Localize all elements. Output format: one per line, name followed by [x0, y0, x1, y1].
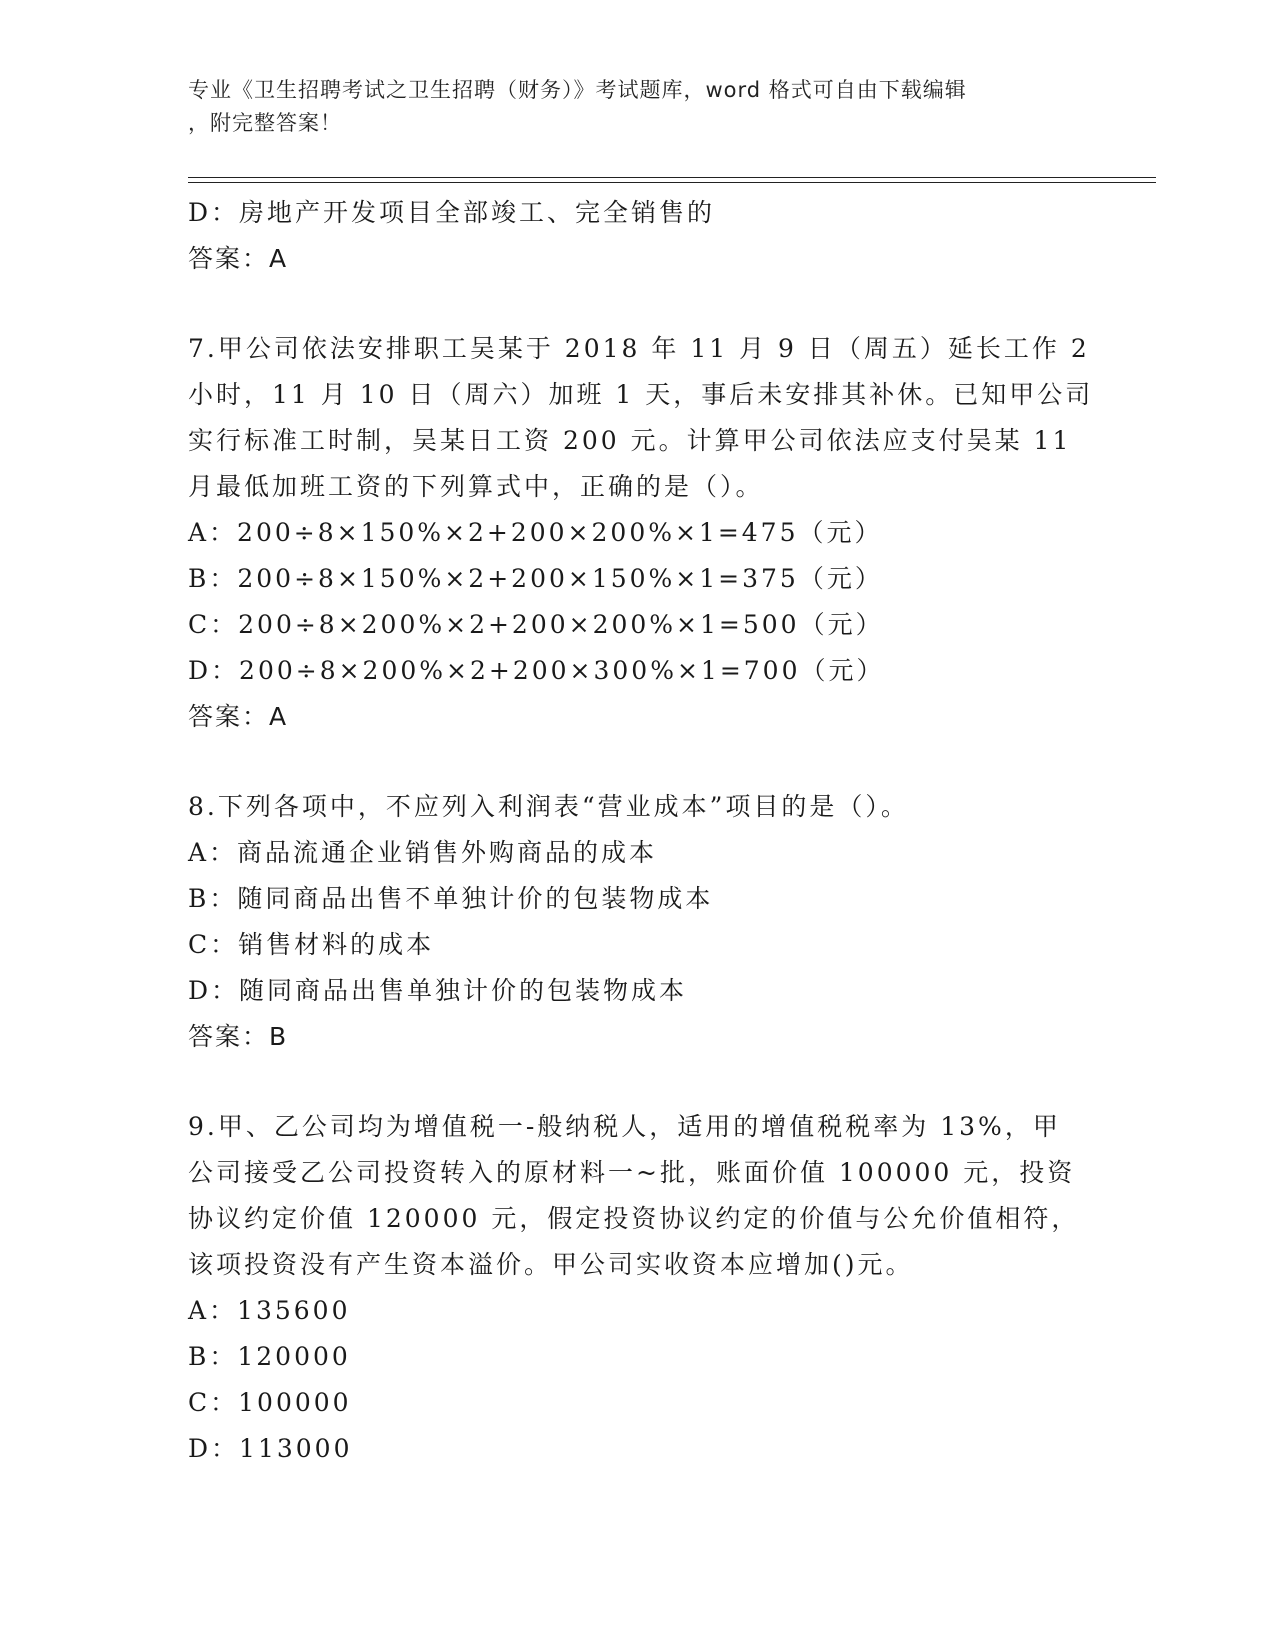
question-list: [188, 190, 1094, 1472]
q9-option-b: B：120000: [188, 1342, 351, 1371]
header-line-1: 专业《卫生招聘考试之卫生招聘（财务）》考试题库，word 格式可自由下载编辑: [188, 78, 967, 102]
q6-option-d: D：房地产开发项目全部竣工、完全销售的: [188, 198, 716, 227]
q9-stem-line: 9.甲、乙公司均为增值税一-般纳税人，适用的增值税税率为 13%，甲: [188, 1112, 1061, 1141]
question-9: [188, 1104, 1088, 1472]
q9-stem-line: 公司接受乙公司投资转入的原材料一~批，账面价值 100000 元，投资: [188, 1158, 1076, 1187]
q7-option-c: C：200÷8×200%×2+200×200%×1=500（元）: [188, 610, 884, 639]
q7-stem-line: 月最低加班工资的下列算式中，正确的是（）。: [188, 472, 764, 501]
question-8: [188, 784, 1088, 1060]
q7-answer: 答案：A: [188, 702, 289, 731]
q9-option-c: C：100000: [188, 1388, 352, 1417]
q7-stem-line: 小时，11 月 10 日（周六）加班 1 天，事后未安排其补休。已知甲公司: [188, 380, 1094, 409]
q8-option-d: D：随同商品出售单独计价的包装物成本: [188, 976, 688, 1005]
q8-answer: 答案：B: [188, 1022, 289, 1051]
header-line-2: ，附完整答案！: [188, 111, 342, 135]
q8-stem: 8.下列各项中，不应列入利润表“营业成本”项目的是（）。: [188, 792, 909, 821]
q9-stem-line: 该项投资没有产生资本溢价。甲公司实收资本应增加()元。: [188, 1250, 914, 1279]
q8-option-a: A：商品流通企业销售外购商品的成本: [188, 838, 658, 867]
q8-option-c: C：销售材料的成本: [188, 930, 435, 959]
q7-stem-line: 实行标准工时制，吴某日工资 200 元。计算甲公司依法应支付吴某 11: [188, 426, 1072, 455]
header-divider-bottom: [188, 182, 1156, 183]
question-7: [188, 326, 1094, 740]
q9-option-a: A：135600: [188, 1296, 351, 1325]
q9-stem-line: 协议约定价值 120000 元，假定投资协议约定的价值与公允价值相符，: [188, 1204, 1080, 1233]
q6-answer: 答案：A: [188, 244, 289, 273]
header-divider-top: [188, 177, 1156, 178]
q7-option-b: B：200÷8×150%×2+200×150%×1=375（元）: [188, 564, 883, 593]
q8-option-b: B：随同商品出售不单独计价的包装物成本: [188, 884, 714, 913]
q9-option-d: D：113000: [188, 1434, 353, 1463]
q7-option-d: D：200÷8×200%×2+200×300%×1=700（元）: [188, 656, 885, 685]
question-6-tail: [188, 190, 1088, 282]
document-header: [188, 74, 1068, 140]
q7-option-a: A：200÷8×150%×2+200×200%×1=475（元）: [188, 518, 883, 547]
q7-stem-line: 7.甲公司依法安排职工吴某于 2018 年 11 月 9 日（周五）延长工作 2: [188, 334, 1090, 363]
